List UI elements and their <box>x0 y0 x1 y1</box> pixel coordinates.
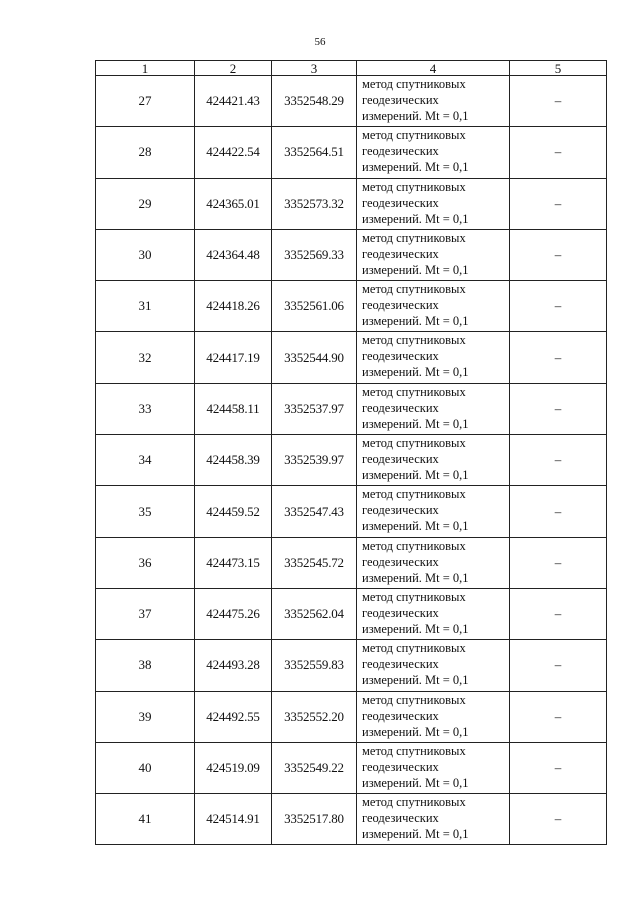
method-line: геодезических <box>362 708 439 723</box>
method-line: измерений. Mt = 0,1 <box>362 673 469 688</box>
y-coordinate-cell: 3352548.29 <box>272 76 357 127</box>
page-number: 56 <box>314 36 326 48</box>
table-row <box>96 332 607 383</box>
method-line: геодезических <box>362 144 439 159</box>
y-coordinate-cell: 3352544.90 <box>272 332 357 383</box>
x-coordinate-cell: 424514.91 <box>195 794 272 845</box>
x-coordinate-cell: 424493.28 <box>195 640 272 691</box>
method-line: геодезических <box>362 605 439 620</box>
method-cell <box>357 691 510 742</box>
point-number-cell: 31 <box>96 281 195 332</box>
y-coordinate-cell: 3352562.04 <box>272 588 357 639</box>
x-coordinate-cell: 424417.19 <box>195 332 272 383</box>
method-cell <box>357 229 510 280</box>
method-line: измерений. Mt = 0,1 <box>362 827 469 842</box>
point-number-cell: 33 <box>96 383 195 434</box>
y-coordinate-cell: 3352564.51 <box>272 127 357 178</box>
note-cell: – <box>510 640 607 691</box>
method-line: измерений. Mt = 0,1 <box>362 109 469 123</box>
table-row <box>96 435 607 486</box>
method-line: метод спутниковых <box>362 333 466 348</box>
y-coordinate-cell: 3352549.22 <box>272 742 357 793</box>
table-row <box>96 229 607 280</box>
point-number-cell: 32 <box>96 332 195 383</box>
y-coordinate-cell: 3352537.97 <box>272 383 357 434</box>
method-line: метод спутниковых <box>362 77 466 91</box>
y-coordinate-cell: 3352547.43 <box>272 486 357 537</box>
header-col-5: 5 <box>510 61 607 76</box>
table-body <box>96 76 607 845</box>
method-line: геодезических <box>362 657 439 672</box>
header-col-2: 2 <box>195 61 272 76</box>
method-line: измерений. Mt = 0,1 <box>362 519 469 534</box>
method-line: метод спутниковых <box>362 589 466 604</box>
method-line: геодезических <box>362 759 439 774</box>
method-line: метод спутниковых <box>362 743 466 758</box>
y-coordinate-cell: 3352559.83 <box>272 640 357 691</box>
point-number-cell: 38 <box>96 640 195 691</box>
y-coordinate-cell: 3352545.72 <box>272 537 357 588</box>
method-cell <box>357 435 510 486</box>
table-row <box>96 486 607 537</box>
note-cell: – <box>510 435 607 486</box>
method-line: метод спутниковых <box>362 795 466 810</box>
table-row <box>96 588 607 639</box>
header-col-3: 3 <box>272 61 357 76</box>
note-cell: – <box>510 127 607 178</box>
point-number-cell: 28 <box>96 127 195 178</box>
method-line: измерений. Mt = 0,1 <box>362 365 469 380</box>
table-row <box>96 691 607 742</box>
method-line: метод спутниковых <box>362 128 466 143</box>
y-coordinate-cell: 3352569.33 <box>272 229 357 280</box>
table-row <box>96 383 607 434</box>
point-number-cell: 41 <box>96 794 195 845</box>
header-col-1: 1 <box>96 61 195 76</box>
note-cell: – <box>510 537 607 588</box>
table-row <box>96 640 607 691</box>
method-line: измерений. Mt = 0,1 <box>362 570 469 585</box>
point-number-cell: 30 <box>96 229 195 280</box>
y-coordinate-cell: 3352561.06 <box>272 281 357 332</box>
method-line: геодезических <box>362 400 439 415</box>
point-number-cell: 40 <box>96 742 195 793</box>
table-row <box>96 127 607 178</box>
x-coordinate-cell: 424519.09 <box>195 742 272 793</box>
method-cell <box>357 794 510 845</box>
point-number-cell: 29 <box>96 178 195 229</box>
method-line: метод спутниковых <box>362 436 466 451</box>
y-coordinate-cell: 3352517.80 <box>272 794 357 845</box>
method-line: измерений. Mt = 0,1 <box>362 314 469 329</box>
method-line: измерений. Mt = 0,1 <box>362 211 469 226</box>
table-row <box>96 281 607 332</box>
y-coordinate-cell: 3352573.32 <box>272 178 357 229</box>
method-line: измерений. Mt = 0,1 <box>362 775 469 790</box>
method-line: геодезических <box>362 554 439 569</box>
table-header-row <box>96 61 607 76</box>
method-line: измерений. Mt = 0,1 <box>362 416 469 431</box>
x-coordinate-cell: 424422.54 <box>195 127 272 178</box>
method-line: геодезических <box>362 93 439 107</box>
table-row <box>96 178 607 229</box>
note-cell: – <box>510 691 607 742</box>
header-col-4: 4 <box>357 61 510 76</box>
note-cell: – <box>510 178 607 229</box>
note-cell: – <box>510 76 607 127</box>
method-cell <box>357 742 510 793</box>
method-line: метод спутниковых <box>362 230 466 245</box>
table-row <box>96 742 607 793</box>
method-line: измерений. Mt = 0,1 <box>362 621 469 636</box>
x-coordinate-cell: 424421.43 <box>195 76 272 127</box>
x-coordinate-cell: 424418.26 <box>195 281 272 332</box>
method-cell <box>357 486 510 537</box>
note-cell: – <box>510 281 607 332</box>
coordinates-table <box>95 60 607 845</box>
method-line: метод спутниковых <box>362 179 466 194</box>
method-cell <box>357 127 510 178</box>
method-line: геодезических <box>362 452 439 467</box>
method-line: измерений. Mt = 0,1 <box>362 262 469 277</box>
note-cell: – <box>510 383 607 434</box>
y-coordinate-cell: 3352552.20 <box>272 691 357 742</box>
method-line: геодезических <box>362 349 439 364</box>
point-number-cell: 36 <box>96 537 195 588</box>
point-number-cell: 27 <box>96 76 195 127</box>
method-cell <box>357 383 510 434</box>
method-cell <box>357 178 510 229</box>
note-cell: – <box>510 332 607 383</box>
method-cell <box>357 332 510 383</box>
x-coordinate-cell: 424458.39 <box>195 435 272 486</box>
point-number-cell: 39 <box>96 691 195 742</box>
note-cell: – <box>510 742 607 793</box>
method-line: геодезических <box>362 195 439 210</box>
point-number-cell: 34 <box>96 435 195 486</box>
method-line: измерений. Mt = 0,1 <box>362 160 469 175</box>
table-row <box>96 794 607 845</box>
x-coordinate-cell: 424365.01 <box>195 178 272 229</box>
method-cell <box>357 537 510 588</box>
method-line: измерений. Mt = 0,1 <box>362 724 469 739</box>
table-row <box>96 537 607 588</box>
method-line: геодезических <box>362 246 439 261</box>
note-cell: – <box>510 794 607 845</box>
note-cell: – <box>510 588 607 639</box>
method-line: метод спутниковых <box>362 641 466 656</box>
method-cell <box>357 281 510 332</box>
x-coordinate-cell: 424364.48 <box>195 229 272 280</box>
method-line: геодезических <box>362 503 439 518</box>
method-line: метод спутниковых <box>362 538 466 553</box>
note-cell: – <box>510 486 607 537</box>
method-cell <box>357 588 510 639</box>
method-line: метод спутниковых <box>362 384 466 399</box>
method-line: геодезических <box>362 298 439 313</box>
method-line: метод спутниковых <box>362 692 466 707</box>
method-cell <box>357 76 510 127</box>
x-coordinate-cell: 424459.52 <box>195 486 272 537</box>
x-coordinate-cell: 424475.26 <box>195 588 272 639</box>
method-line: измерений. Mt = 0,1 <box>362 468 469 483</box>
note-cell: – <box>510 229 607 280</box>
y-coordinate-cell: 3352539.97 <box>272 435 357 486</box>
method-line: геодезических <box>362 811 439 826</box>
point-number-cell: 37 <box>96 588 195 639</box>
table-row <box>96 76 607 127</box>
method-line: метод спутниковых <box>362 282 466 297</box>
method-line: метод спутниковых <box>362 487 466 502</box>
x-coordinate-cell: 424492.55 <box>195 691 272 742</box>
point-number-cell: 35 <box>96 486 195 537</box>
x-coordinate-cell: 424458.11 <box>195 383 272 434</box>
method-cell <box>357 640 510 691</box>
x-coordinate-cell: 424473.15 <box>195 537 272 588</box>
